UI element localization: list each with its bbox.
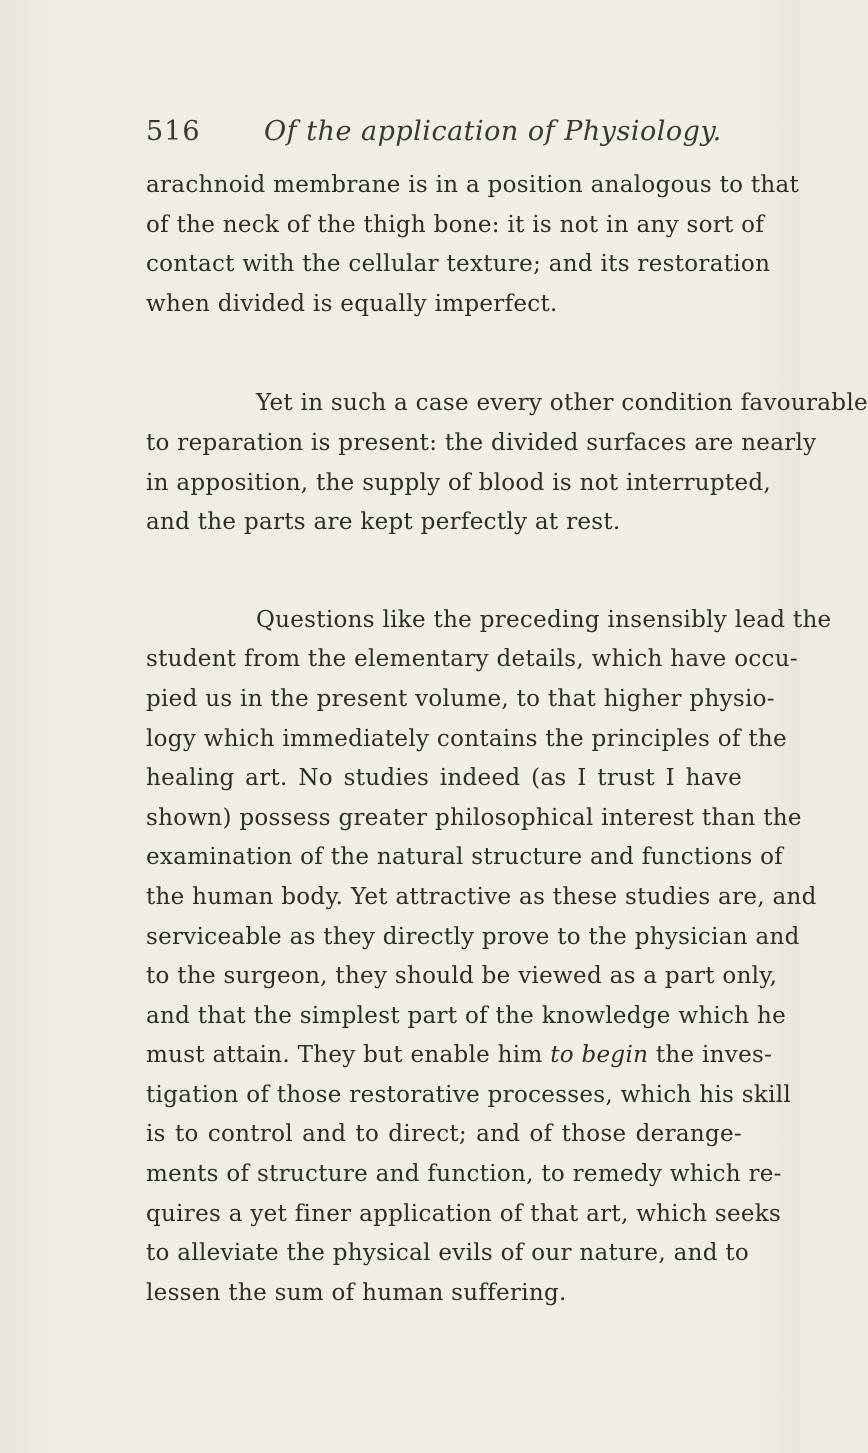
text-line: to the surgeon, they should be viewed as a part only, — [146, 963, 778, 990]
paragraph-3 — [146, 601, 832, 1314]
text-line: in apposition, the supply of blood is not interrupted, — [146, 469, 772, 496]
text-line: of the neck of the thigh bone: it is not in any sort of — [146, 211, 765, 238]
text-line: contact with the cellular texture; and its restoration — [146, 251, 771, 278]
text-line: the human body. Yet attractive as these studies are, and — [146, 883, 817, 910]
text-segment: must attain. They but enable him — [146, 1042, 543, 1069]
text-line: is to control and to direct; and of those derange- — [146, 1121, 742, 1148]
text-line: student from the elementary details, which have occu- — [146, 646, 798, 673]
text-line: when divided is equally imperfect. — [146, 290, 558, 317]
paragraph-2 — [146, 384, 868, 542]
text-line: to reparation is present: the divided surfaces are nearly — [146, 429, 817, 456]
text-line: pied us in the present volume, to that higher physio- — [146, 685, 775, 712]
text-line: to alleviate the physical evils of our nature, and to — [146, 1240, 750, 1267]
text-line: shown) possess greater philosophical interest than the — [146, 804, 802, 831]
paragraph-1 — [146, 166, 800, 324]
text-line: quires a yet finer application of that art, which seeks — [146, 1200, 782, 1227]
text-line: tigation of those restorative processes, which his skill — [146, 1081, 792, 1108]
text-segment: the inves- — [655, 1042, 773, 1069]
text-line: examination of the natural structure and functions of — [146, 844, 784, 871]
text-line: healing art. No studies indeed (as I trust I have — [146, 765, 742, 792]
page-header — [146, 116, 746, 156]
text-line-with-italic — [146, 1036, 773, 1076]
text-line: Yet in such a case every other condition favourable — [256, 390, 868, 417]
text-line: arachnoid membrane is in a position analogous to that — [146, 172, 800, 198]
running-title: Of the application of Physiology. — [264, 116, 722, 147]
text-line: lessen the sum of human suffering. — [146, 1279, 567, 1306]
text-line: and the parts are kept perfectly at rest. — [146, 509, 621, 536]
text-line: serviceable as they directly prove to the physician and — [146, 923, 800, 950]
text-line: and that the simplest part of the knowledge which he — [146, 1002, 787, 1029]
text-line: Questions like the preceding insensibly lead the — [256, 606, 832, 633]
page-number: 516 — [146, 116, 201, 147]
text-line: ments of structure and function, to remedy which re- — [146, 1161, 782, 1188]
text-line: logy which immediately contains the principles of the — [146, 725, 787, 752]
body-text — [146, 166, 868, 1313]
italic-phrase: to begin — [550, 1042, 649, 1069]
